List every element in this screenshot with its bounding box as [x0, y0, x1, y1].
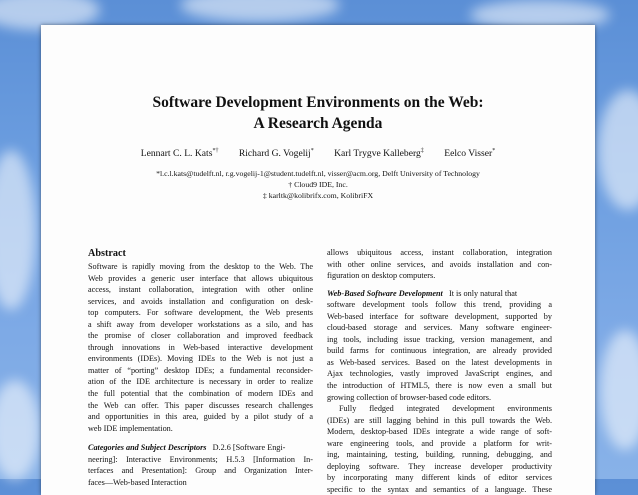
abstract-line: top computers. For software development, the Web presents [88, 308, 313, 318]
author: Eelco Visser* [444, 148, 496, 160]
abstract-line: web IDE implementation. [88, 423, 173, 433]
abstract-line: access, instant collaboration, integration with other online [88, 285, 313, 295]
left-column [88, 247, 313, 488]
abstract-line: services, and avoids installation and configuration on desk- [88, 296, 313, 306]
abstract-line: matter of “porting” desktop IDEs; a fundamental reconsider- [88, 365, 313, 375]
abstract-line: a shift away from developer workstations as a silo, and has [88, 319, 313, 329]
ccs-text: D.2.6 [Software Engi- [212, 443, 286, 453]
body-line: figuration on desktop computers. [327, 271, 436, 281]
abstract-line: the full potential that the combination of modern IDEs and [88, 389, 313, 399]
ccs-label: Categories and Subject Descriptors [88, 443, 207, 453]
abstract-line: and opportunities in this area, guided by a pilot study of a [88, 412, 313, 422]
affiliation-line: *l.c.l.kats@tudelft.nl, r.g.vogelij-1@student.tudelft.nl, visser@acm.org, Delft University of Technology [156, 169, 480, 178]
abstract-line: the promise of closer collaboration and improved feedback [88, 331, 313, 341]
runin-line [327, 288, 552, 300]
abstract-heading: Abstract [88, 248, 126, 259]
body-line: allows ubiquitous access, instant collaboration, integration [327, 248, 552, 257]
paragraph-web-based [327, 288, 552, 403]
abstract-line: Software is rapidly moving from the desktop to the Web. The [88, 262, 313, 271]
abstract-line: environments (IDEs). Moving IDEs to the Web is not just a [88, 354, 313, 364]
cloud-decoration [0, 150, 36, 310]
cloud-decoration [180, 0, 340, 22]
body-line: cloud-based storage and services. Many software engineer- [327, 323, 552, 333]
body-line: Fully fledged integrated development environments [339, 404, 552, 414]
runin-heading: Web-Based Software Development [327, 288, 443, 298]
ccs-line: faces—Web-based Interaction [88, 477, 187, 487]
author: Lennart C. L. Kats*† [140, 148, 219, 160]
author-list [41, 148, 595, 159]
body-line: software development tools follow this trend, providing a [327, 300, 552, 310]
body-line: ing tools, including issue tracking, version management, and [327, 334, 552, 344]
cloud-decoration [600, 330, 638, 450]
body-line: growing collection of browser-based code editors. [327, 392, 491, 402]
body-text: It is only natural that [448, 288, 518, 298]
body-line: Web-based interface for software development, supported by [327, 311, 552, 321]
affiliation-line: ‡ karltk@kolibrifx.com, KolibriFX [262, 191, 374, 200]
body-line: ing, maintaining, testing, building, running, debugging, and [327, 450, 552, 460]
ccs-block [88, 442, 313, 488]
right-column [327, 247, 552, 495]
body-line: the introduction of HTML5, there is now even a small but [327, 381, 552, 391]
body-line: as Web-based services. Based on the latest developments in [327, 357, 552, 367]
author: Karl Trygve Kalleberg‡ [334, 148, 424, 160]
abstract-line: through innovations in Web-based interactive development [88, 342, 313, 352]
body-line: specific to the syntax and semantics of a language. These [327, 484, 552, 494]
author: Richard G. Vogelij* [238, 148, 314, 160]
intro-continued [327, 247, 552, 282]
body-line: by incorporating many different kinds of editor services [327, 473, 552, 483]
cloud-decoration [598, 90, 638, 210]
abstract-body [88, 261, 313, 434]
abstract-line: the Web can offer. This paper discusses research challenges [88, 400, 313, 410]
affiliation-line: † Cloud9 IDE, Inc. [288, 180, 348, 189]
abstract-line: ation of the IDE architecture is necessary in order to realize [88, 377, 313, 387]
body-line: (IDEs) are still lagging behind in this pull towards the Web. [327, 415, 552, 425]
body-line: with other online services, and avoids installation and con- [327, 259, 552, 269]
paper-title-line-2: A Research Agenda [253, 115, 383, 132]
ccs-first-line [88, 442, 313, 454]
body-line: ware engineering tools, and provide a platform for writ- [327, 438, 552, 448]
body-line: Modern, desktop-based IDEs integrate a wide range of soft- [327, 427, 552, 437]
body-line: deploying software. They increase developer productivity [327, 461, 552, 471]
body-line: Ajax technologies, vastly improved JavaScript engines, and [327, 369, 552, 379]
abstract-line: Web provides a generic user interface that allows ubiquitous [88, 273, 313, 283]
cloud-decoration [0, 380, 40, 480]
paragraph-ides [327, 403, 552, 495]
ccs-line: terfaces and Presentation]: Group and Organization Inter- [88, 466, 313, 476]
paper-title-line-1: Software Development Environments on the Web: [152, 94, 484, 111]
ccs-line: neering]: Interactive Environments; H.5.3 [Information In- [88, 454, 313, 464]
body-line: build farms for continuous integration, are already provided [327, 346, 552, 356]
paper-page [41, 25, 595, 495]
